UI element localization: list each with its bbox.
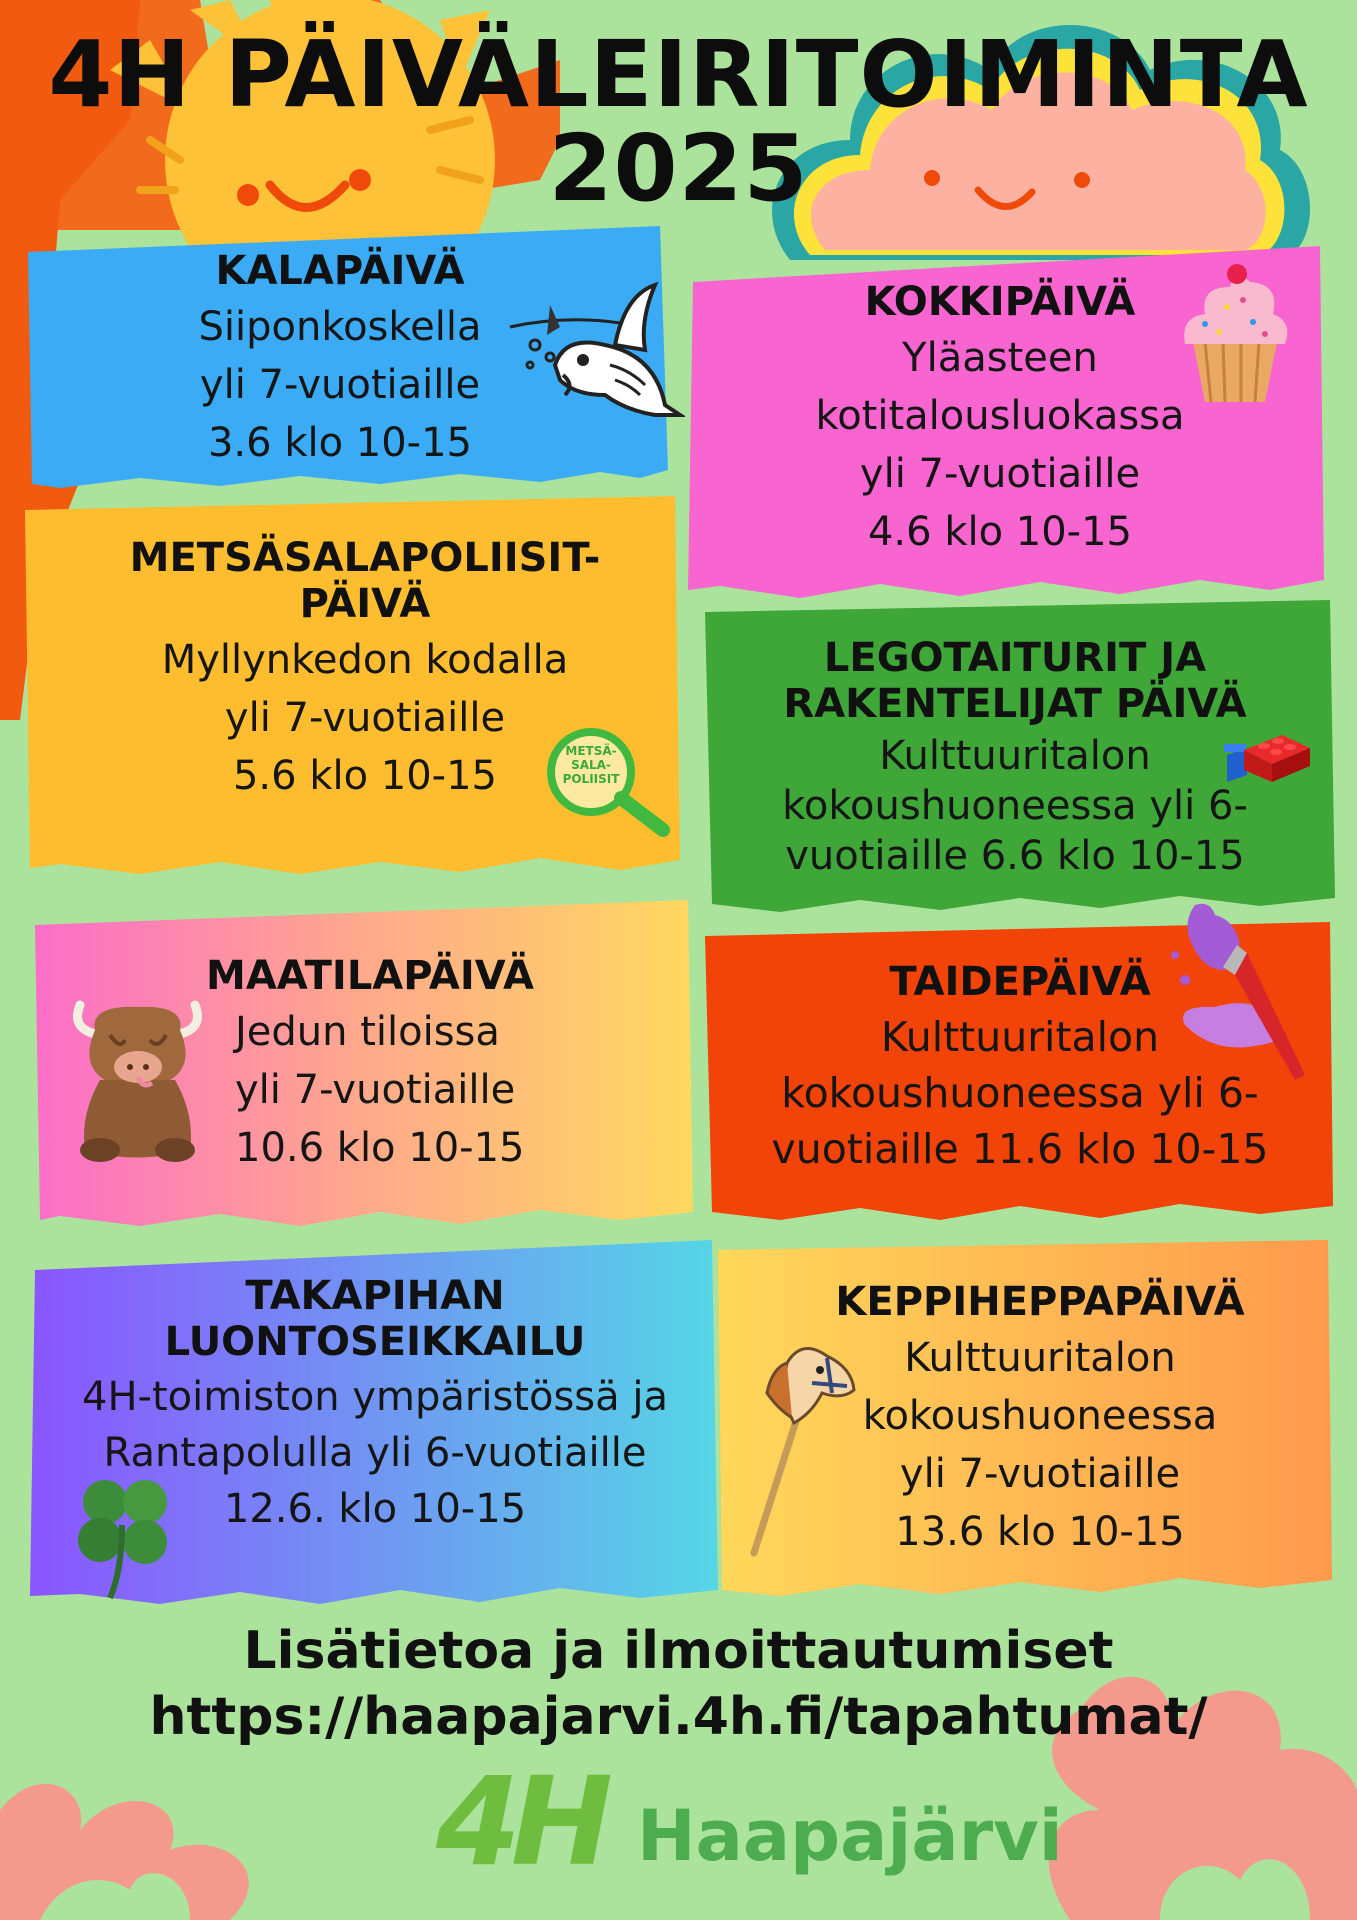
event-details: Siiponkoskella yli 7-vuotiaille 3.6 klo 10-15 xyxy=(198,304,482,466)
event-card-kokkipaiva xyxy=(760,270,1240,570)
event-title: MAATILAPÄIVÄ xyxy=(206,953,534,999)
event-details: Jedun tiloissa yli 7-vuotiaille 10.6 klo 10-15 xyxy=(235,1009,525,1171)
event-card-maatilapaiva xyxy=(170,930,570,1200)
hobby-horse-icon xyxy=(742,1338,862,1558)
paintbrush-icon xyxy=(1165,895,1315,1085)
metsasalapoliisit-badge-text: METSÄ- SALA- POLIISIT xyxy=(562,744,620,786)
flower-decoration-left xyxy=(0,1720,330,1920)
event-title: LEGOTAITURIT JA RAKENTELIJAT PÄIVÄ xyxy=(783,634,1247,727)
logo-wordmark: Haapajärvi xyxy=(637,1795,1063,1877)
four-leaf-clover-icon xyxy=(70,1470,180,1600)
event-details: 4H-toimiston ympäristössä ja Rantapolulla yli 6-vuotiaille 12.6. klo 10-15 xyxy=(82,1374,668,1532)
footer-heading: Lisätietoa ja ilmoittautumiset xyxy=(243,1621,1114,1681)
poster-title xyxy=(0,21,1357,222)
event-title: TAIDEPÄIVÄ xyxy=(889,958,1151,1005)
event-details: Yläasteen kotitalousluokassa yli 7-vuotiaille 4.6 klo 10-15 xyxy=(815,335,1185,555)
footer-url-link[interactable]: https://haapajarvi.4h.fi/tapahtumat/ xyxy=(149,1687,1208,1747)
event-details: Kulttuuritalon kokoushuoneessa yli 6- vuotiaille 11.6 klo 10-15 xyxy=(771,1012,1269,1173)
event-title: KEPPIHEPPAPÄIVÄ xyxy=(835,1279,1245,1325)
cupcake-icon xyxy=(1175,262,1295,407)
event-title: METSÄSALAPOLIISIT- PÄIVÄ xyxy=(129,535,601,627)
title-line-1: 4H PÄIVÄLEIRITOIMINTA xyxy=(48,21,1309,128)
event-title: KALAPÄIVÄ xyxy=(215,248,465,294)
magnifier-icon xyxy=(545,728,675,838)
lego-brick-icon xyxy=(1222,720,1312,785)
fish-icon xyxy=(505,275,685,425)
event-details: Myllynkedon kodalla yli 7-vuotiaille 5.6 klo 10-15 xyxy=(161,637,569,799)
highland-cow-icon xyxy=(70,985,205,1165)
event-card-keppiheppapaiva xyxy=(800,1265,1280,1575)
footer-info xyxy=(0,1618,1357,1750)
event-title: TAKAPIHAN LUONTOSEIKKAILU xyxy=(164,1273,586,1365)
title-line-2: 2025 xyxy=(548,115,809,222)
4h-haapajarvi-logo xyxy=(436,1751,1063,1893)
event-title: KOKKIPÄIVÄ xyxy=(864,279,1136,325)
event-card-kalapaiva xyxy=(140,240,540,480)
event-details: Kulttuuritalon kokoushuoneessa yli 7-vuotiaille 13.6 klo 10-15 xyxy=(862,1335,1218,1555)
4h-logo-mark: 4H xyxy=(436,1751,603,1893)
event-details: Kulttuuritalon kokoushuoneessa yli 6- vuotiaille 6.6 klo 10-15 xyxy=(782,732,1248,879)
